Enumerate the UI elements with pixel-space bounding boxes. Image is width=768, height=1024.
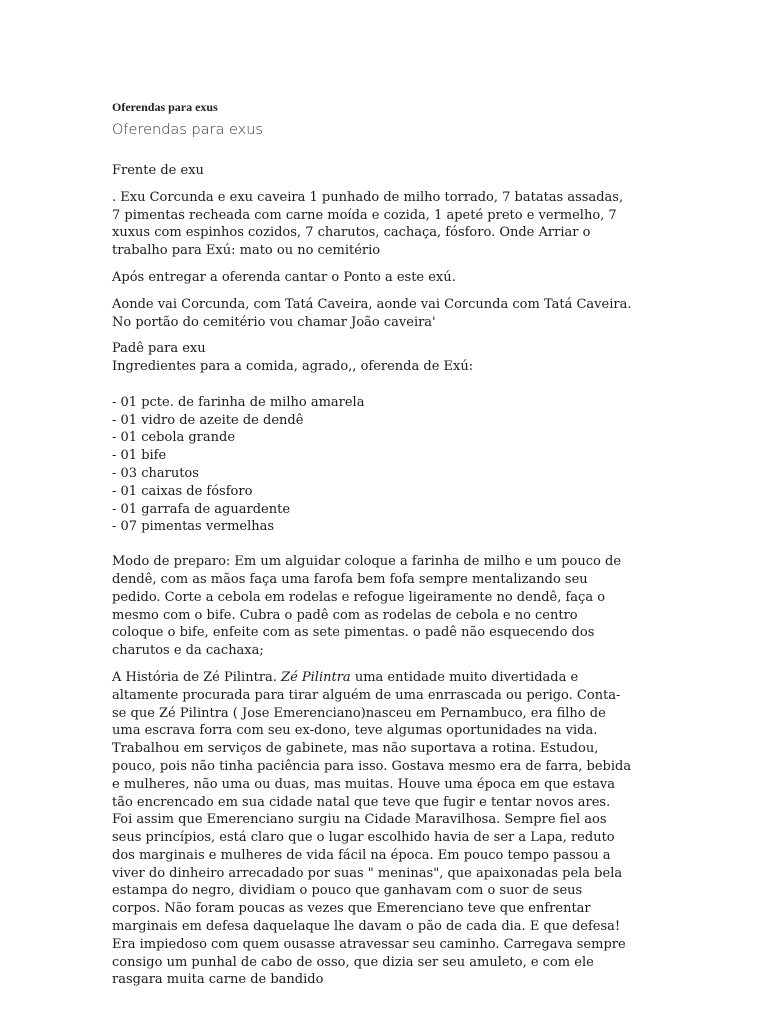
ingredient-item: - 01 bife bbox=[112, 448, 167, 464]
frente-paragraph-ponto: Aonde vai Corcunda, com Tatá Caveira, aonde vai Corcunda com Tatá Caveira. No portão do cemitério vou chamar João caveira' bbox=[112, 296, 632, 330]
preparo-label: Modo de preparo bbox=[112, 554, 226, 570]
ingredient-item: - 01 caixas de fósforo bbox=[112, 483, 253, 499]
historia-text: uma entidade muito divertidada e altamente procurada para tirar alguém de uma enrrascada ou perigo. Conta-se que Zé Pilintra ( Jose Emerenciano)nasceu em Pernambuco, era filho de uma escrava forra com seu ex-dono, teve algumas oportunidades na vida. Trabalhou em serviços de gabinete, mas não suportava a rotina. Estudou, pouco, pois não tinha paciência para isso. Gostava mesmo era de farra, bebida e mulheres, não uma ou duas, mas muitas. Houve uma época em que estava tão encrencado em sua cidade natal que teve que fugir e tentar novos ares. Foi assim que Emerenciano surgiu na Cidade Maravilhosa. Sempre fiel aos seus princípios, está claro que o lugar escolhido havia de ser a Lapa, reduto dos marginais e mulheres de vida fácil na época. Em pouco tempo passou a viver do dinheiro arrecadado por suas " meninas", que apaixonadas pela bela estampa do negro, dividiam o pouco que ganhavam com o suor de seus corpos. Não foram poucas as vezes que Emerenciano teve que enfrentar marginais em defesa daquelaque lhe davam o pão de cada dia. E que defesa! Era impiedoso com quem ousasse atravessar seu caminho. Carregava sempre consigo um punhal de cabo de osso, que dizia ser seu amuleto, e com ele rasgara muita carne de bandido bbox=[112, 669, 632, 988]
frente-paragraph-ingredients: . Exu Corcunda e exu caveira 1 punhado de milho torrado, 7 batatas assadas, 7 pimentas recheada com carne moída e cozida, 1 apeté preto e vermelho, 7 xuxus com espinhos cozidos, 7 charutos, cachaça, fósforo. Onde Arriar o trabalho para Exú: mato ou no cemitério bbox=[112, 189, 624, 259]
frente-heading: Frente de exu bbox=[112, 163, 204, 178]
pade-heading: Padê para exu bbox=[112, 341, 206, 357]
document-body bbox=[112, 162, 632, 989]
historia-intro: A História de Zé Pilintra. bbox=[112, 669, 282, 685]
document-small-title: Oferendas para exus bbox=[112, 100, 218, 114]
pade-subheading: Ingredientes para a comida, agrado,, oferenda de Exú: bbox=[112, 359, 474, 375]
ingredient-item: - 01 pcte. de farinha de milho amarela bbox=[112, 394, 365, 410]
ingredient-item: - 03 charutos bbox=[112, 465, 199, 481]
ingredient-item: - 01 garrafa de aguardente bbox=[112, 501, 291, 517]
ingredient-item: - 01 vidro de azeite de dendê bbox=[112, 412, 304, 428]
ingredient-item: - 01 cebola grande bbox=[112, 430, 236, 446]
ingredient-item: - 07 pimentas vermelhas bbox=[112, 519, 275, 535]
historia-name-italic: Zé Pilintra bbox=[281, 669, 351, 685]
preparo-text: : Em um alguidar coloque a farinha de milho e um pouco de dendê, com as mãos faça uma farofa bem fofa sempre mentalizando seu pedido. Corte a cebola em rodelas e refogue ligeiramente no dendê, faça o mesmo com o bife. Cubra o padê com as rodelas de cebola e no centro coloque o bife, enfeite com as sete pimentas. o padê não esquecendo dos charutos e da cachaxa; bbox=[112, 554, 622, 659]
document-title: Oferendas para exus bbox=[112, 122, 263, 138]
preparo-paragraph bbox=[112, 553, 632, 660]
historia-paragraph bbox=[112, 669, 632, 989]
frente-paragraph-instruction: Após entregar a oferenda cantar o Ponto a este exú. bbox=[112, 269, 456, 285]
